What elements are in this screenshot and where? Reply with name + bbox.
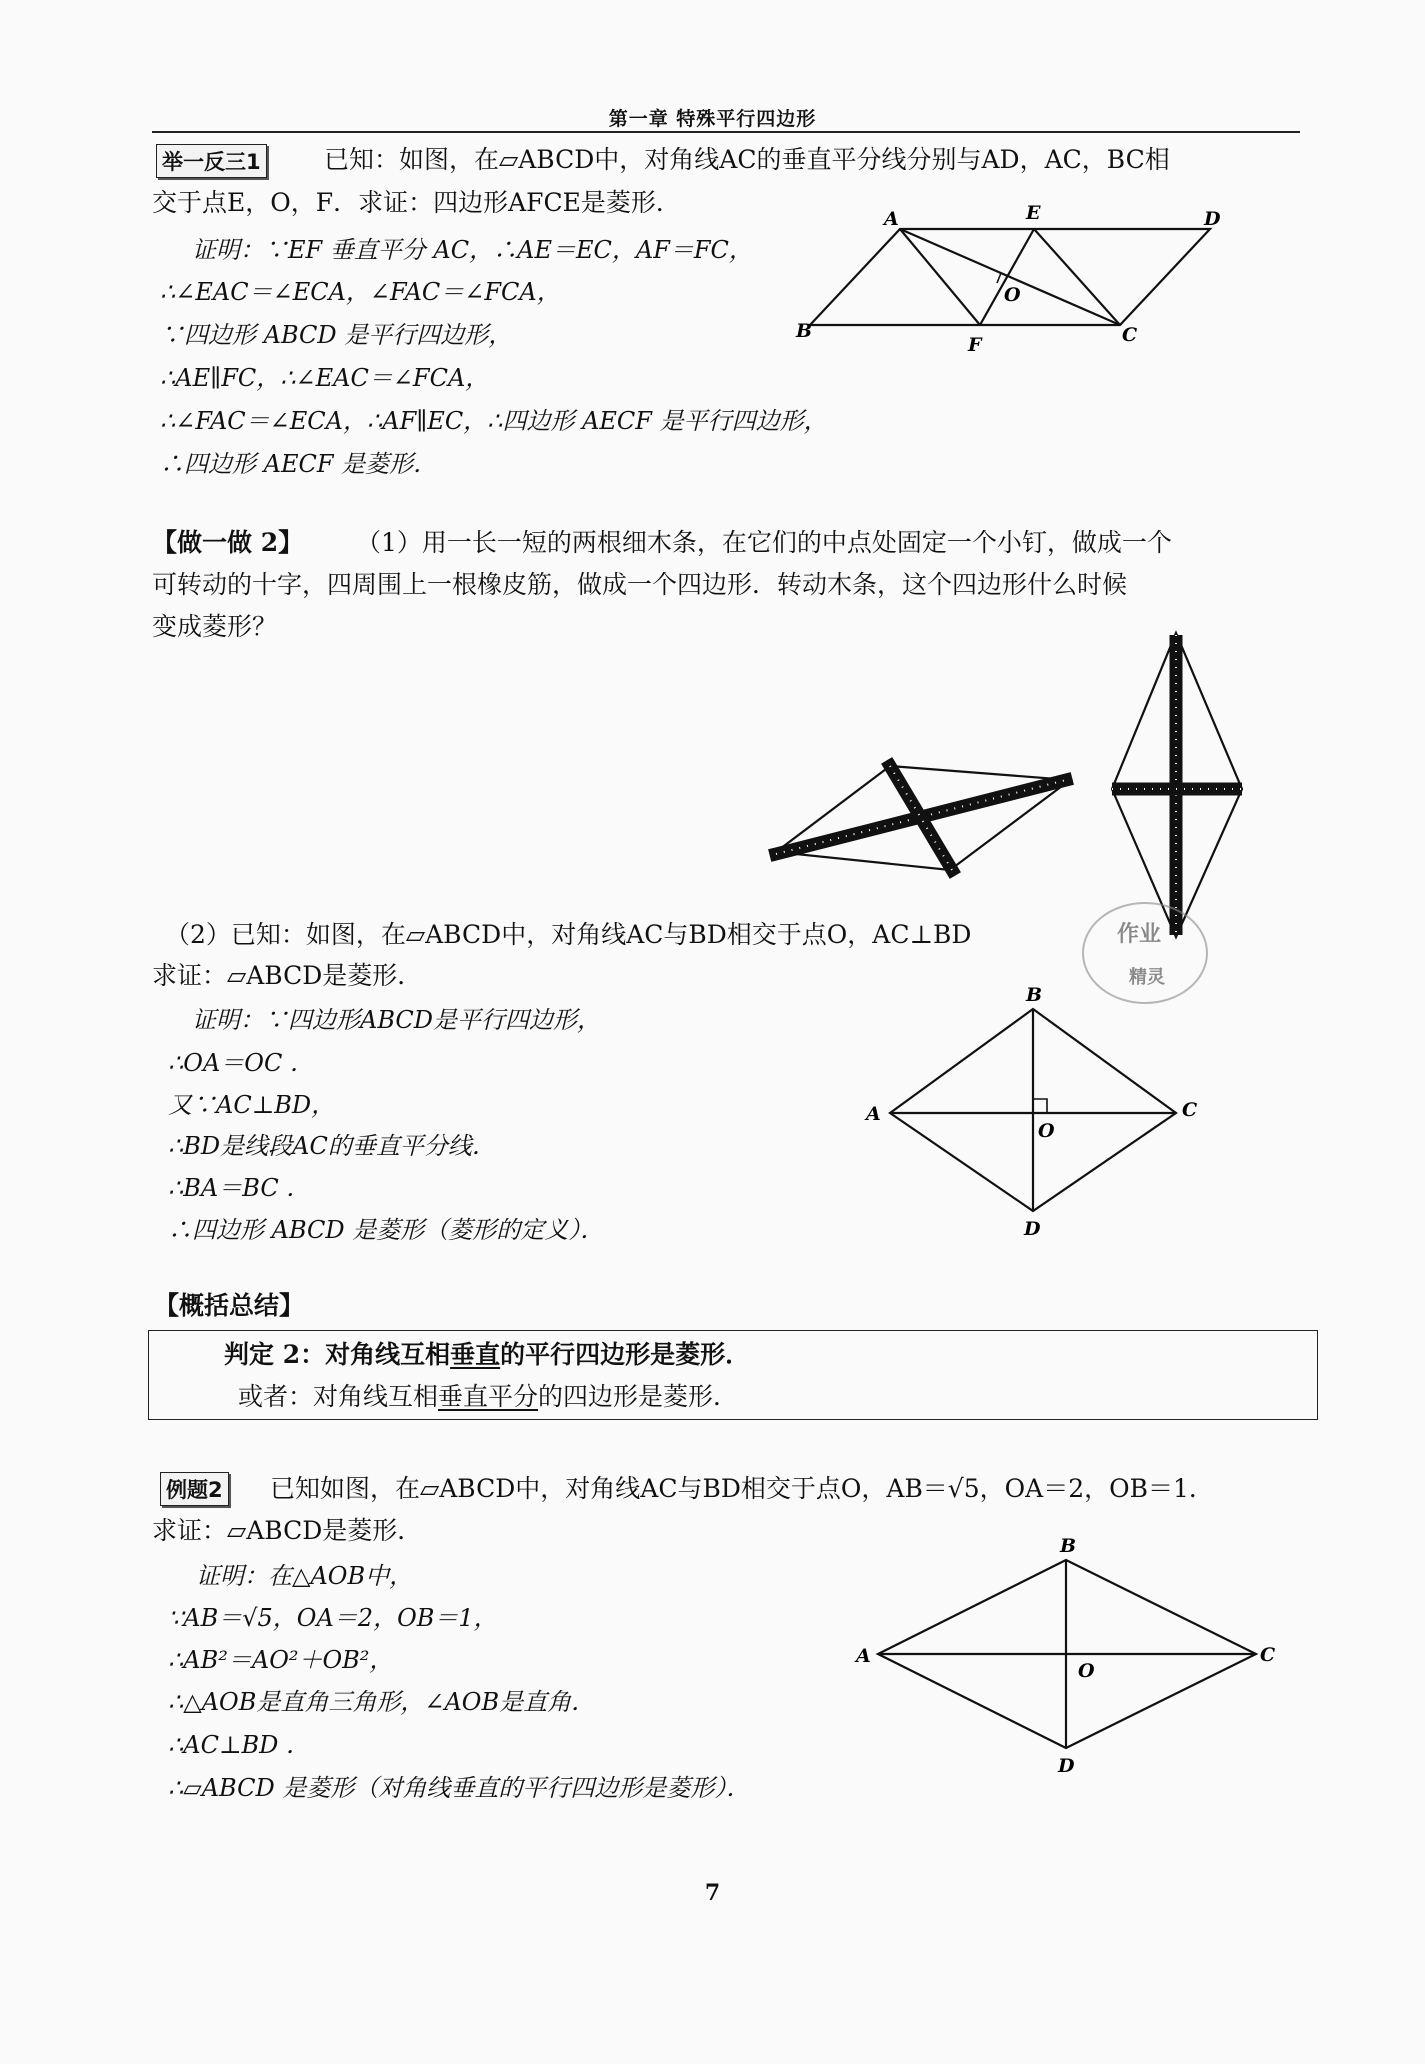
label-d: D xyxy=(1024,1218,1041,1240)
do2-rhombus-figure xyxy=(860,985,1210,1245)
do2-proof-line: ∴BA＝BC ． xyxy=(168,1174,311,1202)
label-o: O xyxy=(1078,1660,1095,1682)
ex2-tag: 例题2 xyxy=(160,1472,229,1506)
ex2-proof-line: ∴▱ABCD 是菱形（对角线垂直的平行四边形是菱形）． xyxy=(168,1774,751,1802)
ex2-proof-line: ∴△AOB是直角三角形，∠AOB是直角． xyxy=(168,1688,596,1716)
ex2-proof-line: ∴AC⊥BD ． xyxy=(168,1731,311,1759)
do2-proof-line: ∴OA＝OC ． xyxy=(168,1049,314,1077)
segment-af xyxy=(900,229,980,325)
do2-proof-line: 证明：∵四边形ABCD是平行四边形， xyxy=(192,1006,602,1034)
summary-rule-suffix: 的平行四边形是菱形． xyxy=(500,1340,751,1369)
summary-heading: 【概括总结】 xyxy=(154,1291,305,1320)
label-b: B xyxy=(1026,984,1043,1006)
label-c: C xyxy=(1122,324,1138,346)
label-c: C xyxy=(1182,1099,1198,1121)
do2-q1-line3: 变成菱形？ xyxy=(152,612,278,641)
segment-ef xyxy=(980,229,1034,325)
ex2-rhombus-figure xyxy=(856,1535,1280,1780)
watermark-sub: 精灵 xyxy=(1129,967,1165,988)
ex1-proof-line: ∴∠EAC＝∠ECA，∠FAC＝∠FCA， xyxy=(160,278,561,306)
right-angle-mark xyxy=(1033,1099,1047,1113)
label-c: C xyxy=(1260,1644,1276,1666)
label-f: F xyxy=(968,334,982,356)
label-d: D xyxy=(1204,208,1221,230)
label-b: B xyxy=(796,320,813,342)
summary-alt-suffix: 的四边形是菱形． xyxy=(538,1382,739,1411)
label-o: O xyxy=(1038,1120,1055,1142)
summary-alt-line xyxy=(238,1384,738,1409)
ex1-statement-line1: 已知：如图，在▱ABCD中，对角线AC的垂直平分线分别与AD，AC，BC相 xyxy=(324,145,1170,174)
segment-ec xyxy=(1034,229,1120,325)
do2-q2-line1: （2）已知：如图，在▱ABCD中，对角线AC与BD相交于点O，AC⊥BD xyxy=(165,920,972,949)
ex2-proof-line: ∵AB＝√5，OA＝2，OB＝1， xyxy=(168,1604,498,1632)
ex1-proof-line: ∴∠FAC＝∠ECA，∴AF∥EC，∴四边形 AECF 是平行四边形， xyxy=(160,407,828,435)
do2-q2-line2: 求证：▱ABCD是菱形． xyxy=(152,961,423,990)
ex2-statement-line2: 求证：▱ABCD是菱形． xyxy=(152,1516,423,1545)
ex1-proof-line: ∵四边形 ABCD 是平行四边形， xyxy=(160,321,513,349)
ex1-tag: 举一反三1 xyxy=(156,144,267,178)
summary-alt-prefix: 或者：对角线互相 xyxy=(238,1382,439,1411)
label-a: A xyxy=(866,1103,881,1125)
summary-rule-line xyxy=(224,1342,750,1367)
ex2-statement-line1: 已知如图，在▱ABCD中，对角线AC与BD相交于点O，AB＝√5，OA＝2，OB＝1． xyxy=(270,1474,1214,1503)
label-b: B xyxy=(1060,1535,1077,1557)
summary-rule-emphasis: 垂直 xyxy=(450,1340,501,1369)
label-o: O xyxy=(1004,284,1021,306)
do2-proof-line: 又∵AC⊥BD， xyxy=(168,1091,336,1119)
watermark-text: 作业 xyxy=(1117,921,1162,947)
ex1-statement-line2: 交于点E，O，F．求证：四边形AFCE是菱形． xyxy=(152,188,681,217)
ex2-proof-line: ∴AB²＝AO²＋OB²， xyxy=(168,1646,394,1674)
do2-q1-line1: （1）用一长一短的两根细木条，在它们的中点处固定一个小钉，做成一个 xyxy=(356,528,1172,557)
label-a: A xyxy=(884,208,899,230)
rotating-cross-figure xyxy=(770,750,1080,890)
label-a: A xyxy=(856,1645,871,1667)
chapter-header: 第一章 特殊平行四边形 xyxy=(608,108,817,130)
do2-proof-line: ∴四边形 ABCD 是菱形（菱形的定义）． xyxy=(168,1216,605,1244)
label-e: E xyxy=(1026,202,1041,224)
ex1-parallelogram-figure xyxy=(796,195,1240,356)
summary-alt-emphasis: 垂直平分 xyxy=(438,1382,539,1411)
do2-proof-line: ∴BD是线段AC的垂直平分线． xyxy=(168,1132,496,1160)
page-number: 7 xyxy=(704,1880,721,1906)
summary-rule-prefix: 判定 2：对角线互相 xyxy=(224,1340,451,1369)
ex1-proof-line: ∴AE∥FC，∴∠EAC＝∠FCA， xyxy=(160,364,490,392)
ex2-proof-line: 证明：在△AOB中， xyxy=(196,1562,414,1590)
header-divider xyxy=(152,131,1300,133)
ex1-proof-line: 证明：∵EF 垂直平分 AC，∴AE＝EC，AF＝FC， xyxy=(192,236,753,264)
label-d: D xyxy=(1058,1755,1075,1777)
ex1-proof-line: ∴四边形 AECF 是菱形． xyxy=(160,450,438,478)
do2-q1-line2: 可转动的十字，四周围上一根橡皮筋，做成一个四边形．转动木条，这个四边形什么时候 xyxy=(152,570,1128,599)
do2-heading: 【做一做 2】 xyxy=(152,528,304,557)
